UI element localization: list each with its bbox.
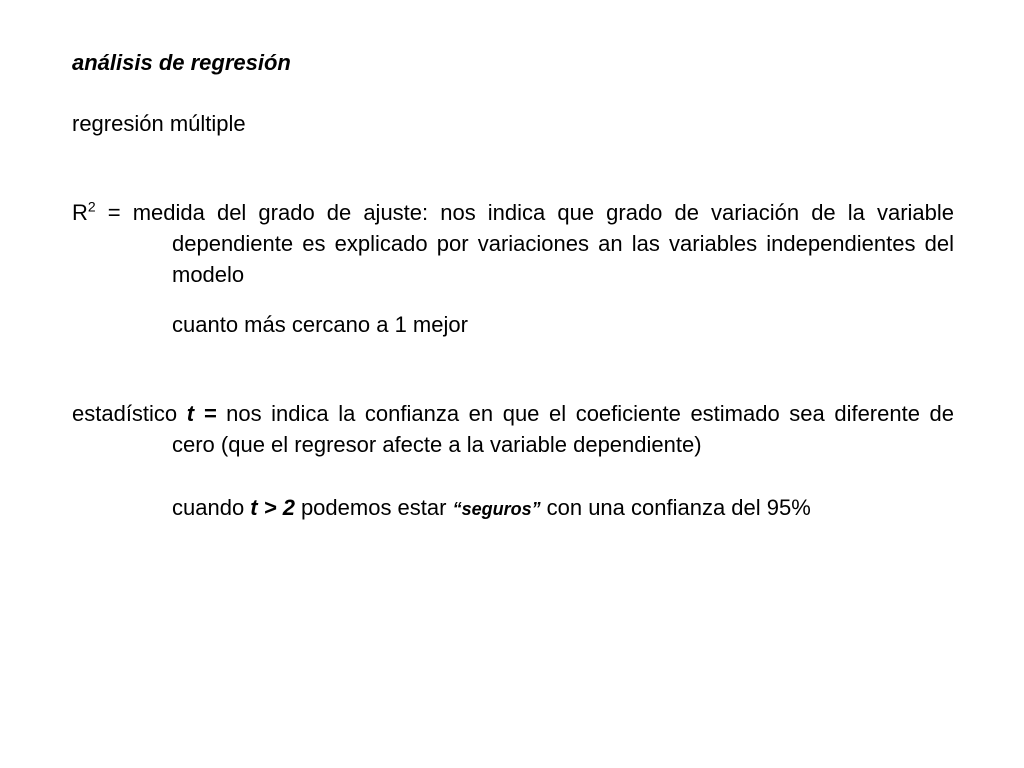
- t-stat-term: estadístico: [72, 401, 187, 426]
- t-equals: =: [194, 401, 227, 426]
- t-note-suffix: con una confianza del 95%: [546, 495, 811, 520]
- t-quoted-word: “seguros”: [452, 499, 541, 519]
- r2-definition-block: [72, 197, 954, 290]
- r2-symbol: R: [72, 200, 88, 225]
- t-note-middle: podemos estar: [300, 495, 453, 520]
- slide-subtitle: regresión múltiple: [72, 111, 246, 136]
- r2-superscript: 2: [87, 198, 96, 215]
- r2-note: cuanto más cercano a 1 mejor: [172, 312, 468, 337]
- t-stat-definition: [72, 398, 954, 460]
- r2-definition-text: medida del grado de ajuste: nos indica que grado de variación de la variable dependiente es explicado por variaciones an las variables independientes del modelo: [132, 200, 955, 287]
- t-note-prefix: cuando: [172, 495, 251, 520]
- r2-equals: =: [95, 200, 133, 225]
- t-stat-definition-text: nos indica la confianza en que el coeficiente estimado sea diferente de cero (que el regresor afecte a la variable dependiente): [172, 401, 955, 457]
- t-symbol: t: [186, 401, 195, 426]
- t-stat-note: [172, 492, 811, 525]
- slide-title: análisis de regresión: [72, 50, 291, 75]
- t-condition: t > 2: [250, 495, 295, 520]
- t-stat-definition-block: [72, 398, 954, 460]
- r2-definition: [72, 197, 954, 290]
